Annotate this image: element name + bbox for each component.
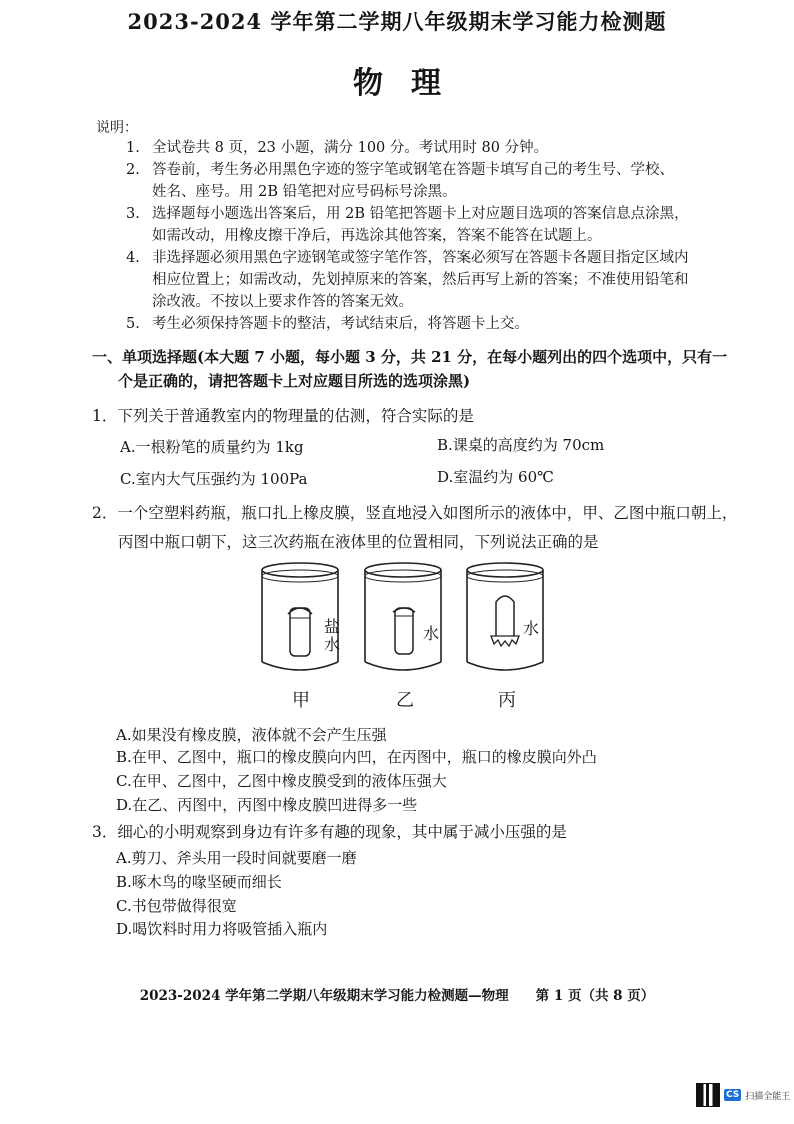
note-number: 3. <box>126 206 140 222</box>
scanner-logo-icon: CS <box>726 1090 740 1100</box>
medicine-bottle-inverted <box>496 596 514 636</box>
note-item-1 <box>126 137 548 159</box>
question-1-stem: 1．下列关于普通教室内的物理量的估测，符合实际的是 <box>92 407 474 425</box>
beaker-yi <box>365 563 441 670</box>
question-2-stem-line1: 2．一个空塑料药瓶，瓶口扎上橡皮膜，竖直地浸入如图所示的液体中，甲、乙图中瓶口朝上， <box>92 504 738 522</box>
note-text: 相应位置上；如需改动，先划掉原来的答案，然后再写上新的答案；不准使用铅笔和 <box>152 272 689 288</box>
question-2-option-c: C.在甲、乙图中，乙图中橡皮膜受到的液体压强大 <box>116 772 447 790</box>
note-item-5 <box>126 313 529 335</box>
question-1-option-d: D.室温约为 60℃ <box>437 468 554 486</box>
note-text: 全试卷共 8 页，23 小题，满分 100 分。考试用时 80 分钟。 <box>152 140 549 156</box>
beaker-figure <box>258 556 568 716</box>
notes-heading: 说明： <box>96 120 138 136</box>
question-1-option-b: B.课桌的高度约为 70cm <box>437 436 605 454</box>
question-3-option-c: C.书包带做得很宽 <box>116 897 237 915</box>
note-text: 考生必须保持答题卡的整洁，考试结束后，将答题卡上交。 <box>152 316 529 332</box>
note-item-4 <box>126 247 689 313</box>
caption-bing: 丙 <box>498 690 516 711</box>
qr-code-icon <box>696 1083 720 1107</box>
scanner-watermark <box>696 1083 790 1107</box>
section-1-heading-line1: 一、单项选择题(本大题 7 小题，每小题 3 分，共 21 分，在每小题列出的四个选项中，只有一 <box>92 348 728 366</box>
question-3-option-a: A.剪刀、斧头用一段时间就要磨一磨 <box>116 849 357 867</box>
note-text: 选择题每小题选出答案后，用 2B 铅笔把答题卡上对应题目选项的答案信息点涂黑， <box>152 206 689 222</box>
rubber-membrane <box>491 636 519 646</box>
question-3-option-b: B.啄木鸟的喙坚硬而细长 <box>116 873 282 891</box>
page-footer: 2023-2024 学年第二学期八年级期末学习能力检测题—物理 第 1 页（共 8 页） <box>139 988 655 1004</box>
question-2-option-b: B.在甲、乙图中，瓶口的橡皮膜向内凹，在丙图中，瓶口的橡皮膜向外凸 <box>116 748 597 766</box>
note-text: 答卷前，考生务必用黑色字迹的签字笔或钢笔在答题卡填写自己的考生号、学校、 <box>152 162 674 178</box>
note-number: 5. <box>126 316 140 332</box>
section-1-heading-line2: 个是正确的，请把答题卡上对应题目所选的选项涂黑) <box>118 372 471 390</box>
question-3-option-d: D.喝饮料时用力将吸管插入瓶内 <box>116 920 328 938</box>
caption-yi: 乙 <box>396 690 414 711</box>
liquid-label-yi: 水 <box>423 624 440 643</box>
note-item-3 <box>126 203 689 247</box>
note-text: 非选择题必须用黑色字迹钢笔或签字笔作答，答案必须写在答题卡各题目指定区域内 <box>152 250 689 266</box>
scanner-label: 扫描全能王 <box>745 1091 791 1102</box>
note-number: 1. <box>126 140 140 156</box>
note-number: 4. <box>126 250 140 266</box>
liquid-label-jia: 盐水 <box>324 617 341 654</box>
question-1-option-c: C.室内大气压强约为 100Pa <box>120 470 308 488</box>
caption-jia: 甲 <box>292 690 310 711</box>
medicine-bottle <box>395 608 413 654</box>
question-1-option-a: A.一根粉笔的质量约为 1kg <box>120 438 304 456</box>
note-text: 姓名、座号。用 2B 铅笔把对应号码标号涂黑。 <box>152 184 457 200</box>
subject-title: 物理 <box>353 66 469 101</box>
question-3-stem: 3．细心的小明观察到身边有许多有趣的现象，其中属于减小压强的是 <box>92 823 567 841</box>
question-2-stem-line2: 丙图中瓶口朝下，这三次药瓶在液体里的位置相同，下列说法正确的是 <box>118 533 599 551</box>
note-text: 如需改动，用橡皮擦干净后，再选涂其他答案，答案不能答在试题上。 <box>152 228 602 244</box>
question-2-option-d: D.在乙、丙图中，丙图中橡皮膜凹进得多一些 <box>116 796 418 814</box>
note-item-2 <box>126 159 674 203</box>
note-number: 2. <box>126 162 140 178</box>
note-text: 涂改液。不按以上要求作答的答案无效。 <box>152 294 413 310</box>
medicine-bottle <box>290 608 310 656</box>
liquid-label-bing: 水 <box>523 619 540 638</box>
question-2-option-a: A.如果没有橡皮膜，液体就不会产生压强 <box>116 726 387 744</box>
exam-title: 2023-2024 学年第二学期八年级期末学习能力检测题 <box>127 9 667 34</box>
